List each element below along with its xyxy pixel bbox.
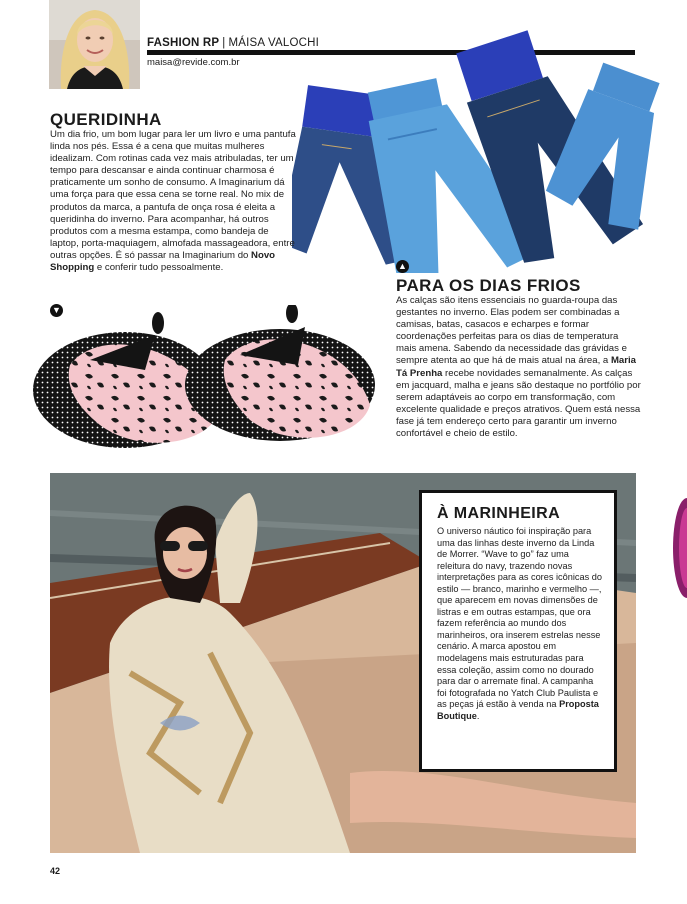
dias-frios-text-end: recebe novidades semanalmente. As calças em jacquard, malha e jeans são destaque no portfólio por serem adaptáveis ao corpo em transformação, com excelente qualidade e preços atrativos. Quem está nessa fase já tem endereço certo para garantir um inverno confortável e cheio de estilo. (396, 367, 641, 440)
arrow-up-icon: ▲ (396, 260, 409, 273)
marinheira-store: Proposta Boutique (437, 699, 599, 721)
author-email: maisa@revide.com.br (147, 57, 240, 68)
edge-decoration (668, 488, 687, 608)
dias-frios-title: PARA OS DIAS FRIOS (396, 276, 581, 295)
queridinha-title: QUERIDINHA (50, 110, 162, 129)
queridinha-text: Um dia frio, um bom lugar para ler um livro e uma pantufa linda nos pés. Essa é a cena que muitas mulheres idealizam. Com rotinas cada vez mais atribuladas, ter um tempo para descansar e ainda continuar charmosa é praticamente um sonho de consumo. A Imaginarium dá uma força para que essa cena se torne real. No mix de produtos da marca, a pantufa de onça rosa é eleita a queridinha do inverno. Para acompanhar, há outros produtos com a mesma estampa, como bandeja de laptop, porta-maquiagem, almofada massageadora, entre outras opções. É só passar na Imaginarium do (50, 129, 296, 261)
arrow-down-icon: ▼ (50, 304, 63, 317)
marinheira-title: À MARINHEIRA (437, 505, 561, 522)
header-separator: | (222, 37, 226, 49)
dias-frios-body (396, 295, 641, 440)
author-portrait (49, 0, 140, 89)
queridinha-body (50, 129, 298, 274)
page-number: 42 (50, 866, 61, 876)
dias-frios-text: As calças são itens essenciais no guarda-roupa das gestantes no inverno. Elas podem ser combinadas a camisas, batas, casacos e echarpes e formar coordenações perfeitas para os dias de temperatura mais amena. Sabendo da necessidade das grávidas e sempre atenta ao que há de mais atual na área, a (396, 295, 627, 367)
section-name: FASHION RP (147, 37, 220, 49)
leopard-slippers-photo (30, 305, 375, 465)
marinheira-body (437, 526, 604, 722)
marinheira-text: O universo náutico foi inspiração para uma das linhas deste inverno da Linda de Morrer. “Wave to go” faz uma releitura do navy, trazendo novas interpretações para as cores icônicas do estilo — branco, marinho e vermelho —, que aparecem em novas dimensões de listras e em outras estampas, que ora fazem referência ao mundo dos marinheiros, ora inserem estrelas nesse cenário. A marca apostou em modelagens mais estruturadas para essa coleção, assim como no dourado para dar o arremate final. A campanha foi fotografada no Yatch Club Paulista e as peças já estão à venda na (437, 526, 602, 710)
queridinha-text-end: e conferir tudo pessoalmente. (94, 262, 224, 274)
marinheira-box (419, 490, 617, 772)
maternity-jeans-photo (292, 18, 687, 273)
dias-frios-brand: Maria Tá Prenha (396, 355, 636, 379)
queridinha-store: Novo Shopping (50, 249, 276, 274)
author-name: MÁISA VALOCHI (228, 37, 320, 49)
marinheira-text-end: . (476, 710, 480, 721)
